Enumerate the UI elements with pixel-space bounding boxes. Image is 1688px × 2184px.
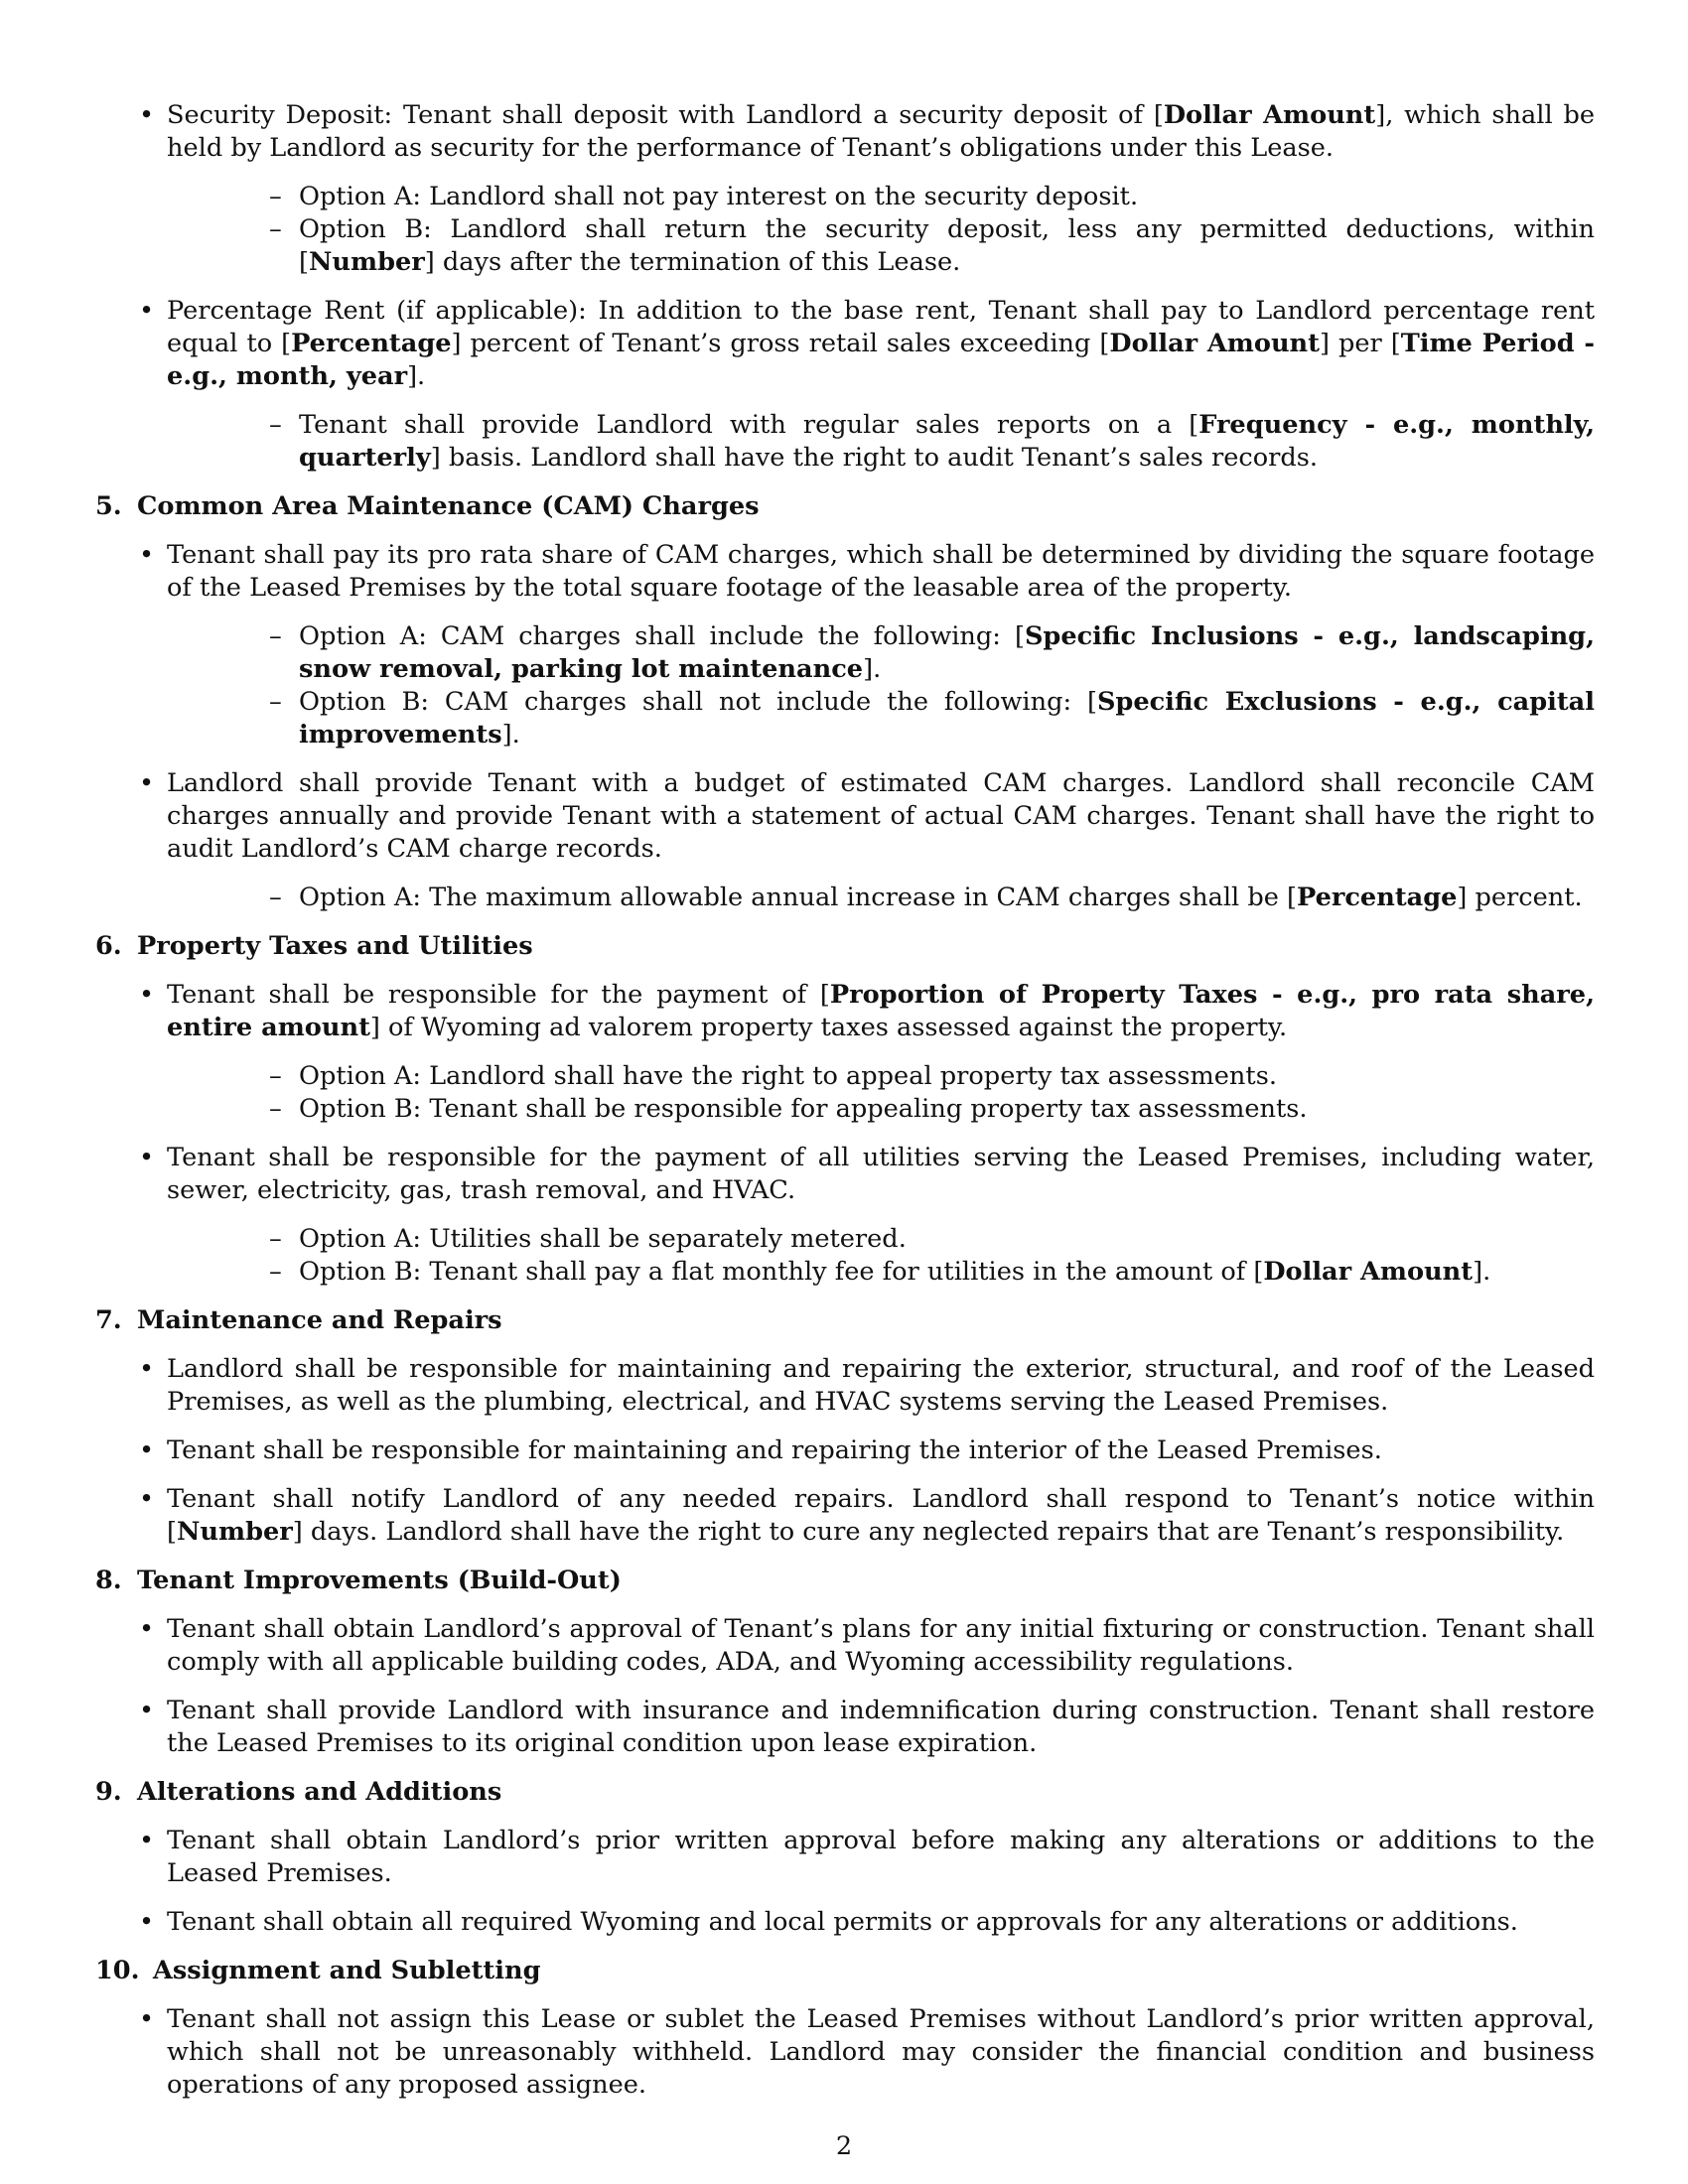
text-run: ]. bbox=[1473, 1257, 1491, 1287]
text-run: ], which shall be held by Landlord as security for the performance of Tenant’s obligations under this Lease. bbox=[167, 100, 1595, 163]
text-run: Option B: CAM charges shall not include the following: [ bbox=[299, 687, 1097, 717]
placeholder-field: Proportion of Property Taxes - e.g., pro rata share, entire amount bbox=[167, 980, 1595, 1042]
placeholder-field: Frequency - e.g., monthly, quarterly bbox=[299, 410, 1595, 473]
section-number: 8. bbox=[95, 1566, 122, 1595]
text-run: Tenant shall obtain Landlord’s approval of Tenant’s plans for any initial fixturing or construction. Tenant shall comply with all applicable building codes, ADA, and Wyoming accessibility regulations. bbox=[167, 1614, 1595, 1677]
sub-option bbox=[167, 213, 1595, 279]
text-run: Option A: Landlord shall not pay interest on the security deposit. bbox=[299, 182, 1139, 211]
text-run: Landlord shall be responsible for maintaining and repairing the exterior, structural, and roof of the Leased Premises, as well as the plumbing, electrical, and HVAC systems serving the Leased Premises. bbox=[167, 1354, 1595, 1417]
sub-option-list bbox=[167, 181, 1595, 279]
security-deposit-bullet bbox=[95, 99, 1595, 279]
section-title: Common Area Maintenance (CAM) Charges bbox=[137, 491, 760, 521]
text-run: Tenant shall pay its pro rata share of CAM charges, which shall be determined by dividing the square footage of the Leased Premises by the total square footage of the leasable area of the property. bbox=[167, 540, 1595, 603]
list-item bbox=[95, 1142, 1595, 1289]
sub-option bbox=[167, 1223, 1595, 1256]
page-content bbox=[95, 99, 1595, 2117]
list-item bbox=[95, 1825, 1595, 1890]
text-run: Option A: The maximum allowable annual increase in CAM charges shall be [ bbox=[299, 883, 1298, 912]
text-run: ] basis. Landlord shall have the right to audit Tenant’s sales records. bbox=[430, 443, 1319, 473]
text-run: ]. bbox=[407, 361, 426, 391]
text-run: Tenant shall be responsible for the payment of [ bbox=[167, 980, 830, 1010]
sub-option-list bbox=[167, 409, 1595, 475]
section-number: 5. bbox=[95, 491, 122, 521]
text-run: Option A: CAM charges shall include the following: [ bbox=[299, 621, 1025, 651]
list-item bbox=[95, 767, 1595, 914]
text-run: ] percent. bbox=[1457, 883, 1583, 912]
text-run: Tenant shall provide Landlord with regular sales reports on a [ bbox=[299, 410, 1199, 440]
placeholder-field: Time Period - e.g., month, year bbox=[167, 329, 1595, 391]
text-run: ]. bbox=[501, 720, 520, 750]
text-run: Landlord shall provide Tenant with a budget of estimated CAM charges. Landlord shall reconcile CAM charges annually and provide Tenant with a statement of actual CAM charges. Tenant shall have the right to audit Landlord’s CAM charge records. bbox=[167, 768, 1595, 864]
text-run: Option A: Landlord shall have the right to appeal property tax assessments. bbox=[299, 1061, 1277, 1091]
text-run: Tenant shall be responsible for maintaining and repairing the interior of the Leased Premises. bbox=[167, 1435, 1382, 1465]
text-run: Option B: Landlord shall return the security deposit, less any permitted deductions, within [ bbox=[299, 214, 1595, 277]
list-item bbox=[95, 1906, 1595, 1939]
sub-option-list bbox=[167, 1223, 1595, 1289]
list-item bbox=[95, 2003, 1595, 2102]
section-number: 9. bbox=[95, 1777, 122, 1807]
text-run: Tenant shall notify Landlord of any needed repairs. Landlord shall respond to Tenant’s notice within [ bbox=[167, 1484, 1595, 1547]
text-run: Option B: Tenant shall be responsible for appealing property tax assessments. bbox=[299, 1094, 1308, 1124]
text-run: ] days after the termination of this Lease. bbox=[424, 247, 961, 277]
text-run: ]. bbox=[863, 654, 882, 684]
sub-option-list bbox=[167, 620, 1595, 751]
percentage-rent-bullet bbox=[95, 295, 1595, 475]
text-run: ] per [ bbox=[1319, 329, 1401, 358]
list-item bbox=[95, 1434, 1595, 1467]
sub-option bbox=[167, 1060, 1595, 1093]
text-run: Percentage Rent (if applicable): In addition to the base rent, Tenant shall pay to Landlord percentage rent equal to [ bbox=[167, 296, 1595, 358]
sub-option bbox=[167, 882, 1595, 914]
text-run: ] percent of Tenant’s gross retail sales exceeding [ bbox=[451, 329, 1110, 358]
section-title: Property Taxes and Utilities bbox=[137, 931, 533, 961]
section-heading-6 bbox=[95, 930, 1595, 963]
placeholder-field: Dollar Amount bbox=[1163, 100, 1376, 130]
sub-option bbox=[167, 409, 1595, 475]
section-title: Maintenance and Repairs bbox=[137, 1305, 502, 1335]
placeholder-field: Specific Inclusions - e.g., landscaping, snow removal, parking lot maintenance bbox=[299, 621, 1595, 684]
section-heading-8 bbox=[95, 1565, 1595, 1597]
text-run: Tenant shall be responsible for the payment of all utilities serving the Leased Premises, including water, sewer, electricity, gas, trash removal, and HVAC. bbox=[167, 1143, 1595, 1205]
list-item bbox=[95, 1695, 1595, 1760]
placeholder-field: Number bbox=[177, 1517, 293, 1547]
placeholder-field: Percentage bbox=[1297, 883, 1458, 912]
section-number: 10. bbox=[95, 1956, 140, 1985]
text-run: Option A: Utilities shall be separately metered. bbox=[299, 1224, 907, 1254]
section-number: 7. bbox=[95, 1305, 122, 1335]
section-heading-10 bbox=[95, 1955, 1595, 1987]
sub-option-list bbox=[167, 1060, 1595, 1126]
text-run: ] of Wyoming ad valorem property taxes assessed against the property. bbox=[369, 1013, 1288, 1042]
sub-option-list bbox=[167, 882, 1595, 914]
placeholder-field: Dollar Amount bbox=[1109, 329, 1320, 358]
list-item bbox=[95, 539, 1595, 751]
section-title: Alterations and Additions bbox=[137, 1777, 502, 1807]
sub-option bbox=[167, 1093, 1595, 1126]
placeholder-field: Percentage bbox=[291, 329, 452, 358]
placeholder-field: Dollar Amount bbox=[1263, 1257, 1474, 1287]
section-heading-5 bbox=[95, 490, 1595, 523]
list-item bbox=[95, 1613, 1595, 1679]
text-run: Tenant shall not assign this Lease or sublet the Leased Premises without Landlord’s prior written approval, which shall not be unreasonably withheld. Landlord may consider the financial condition and business operations of any proposed assignee. bbox=[167, 2004, 1595, 2100]
page-number: 2 bbox=[835, 2131, 853, 2161]
text-run: Tenant shall obtain Landlord’s prior written approval before making any alterations or additions to the Leased Premises. bbox=[167, 1826, 1595, 1888]
sub-option bbox=[167, 620, 1595, 686]
sub-option bbox=[167, 1256, 1595, 1289]
text-run: Tenant shall provide Landlord with insurance and indemnification during construction. Tenant shall restore the Leased Premises to its original condition upon lease expiration. bbox=[167, 1696, 1595, 1758]
list-item bbox=[95, 1353, 1595, 1419]
section-title: Tenant Improvements (Build-Out) bbox=[137, 1566, 622, 1595]
text-run: Tenant shall obtain all required Wyoming and local permits or approvals for any alterations or additions. bbox=[167, 1907, 1518, 1937]
sub-option bbox=[167, 686, 1595, 751]
text-run: Security Deposit: Tenant shall deposit with Landlord a security deposit of [ bbox=[167, 100, 1164, 130]
placeholder-field: Specific Exclusions - e.g., capital improvements bbox=[299, 687, 1595, 750]
text-run: ] days. Landlord shall have the right to cure any neglected repairs that are Tenant’s responsibility. bbox=[292, 1517, 1565, 1547]
sub-option bbox=[167, 181, 1595, 213]
section-number: 6. bbox=[95, 931, 122, 961]
section-heading-9 bbox=[95, 1776, 1595, 1809]
placeholder-field: Number bbox=[309, 247, 425, 277]
text-run: Option B: Tenant shall pay a flat monthly fee for utilities in the amount of [ bbox=[299, 1257, 1264, 1287]
list-item bbox=[95, 979, 1595, 1126]
list-item bbox=[95, 1483, 1595, 1549]
section-heading-7 bbox=[95, 1304, 1595, 1337]
section-title: Assignment and Subletting bbox=[153, 1956, 541, 1985]
